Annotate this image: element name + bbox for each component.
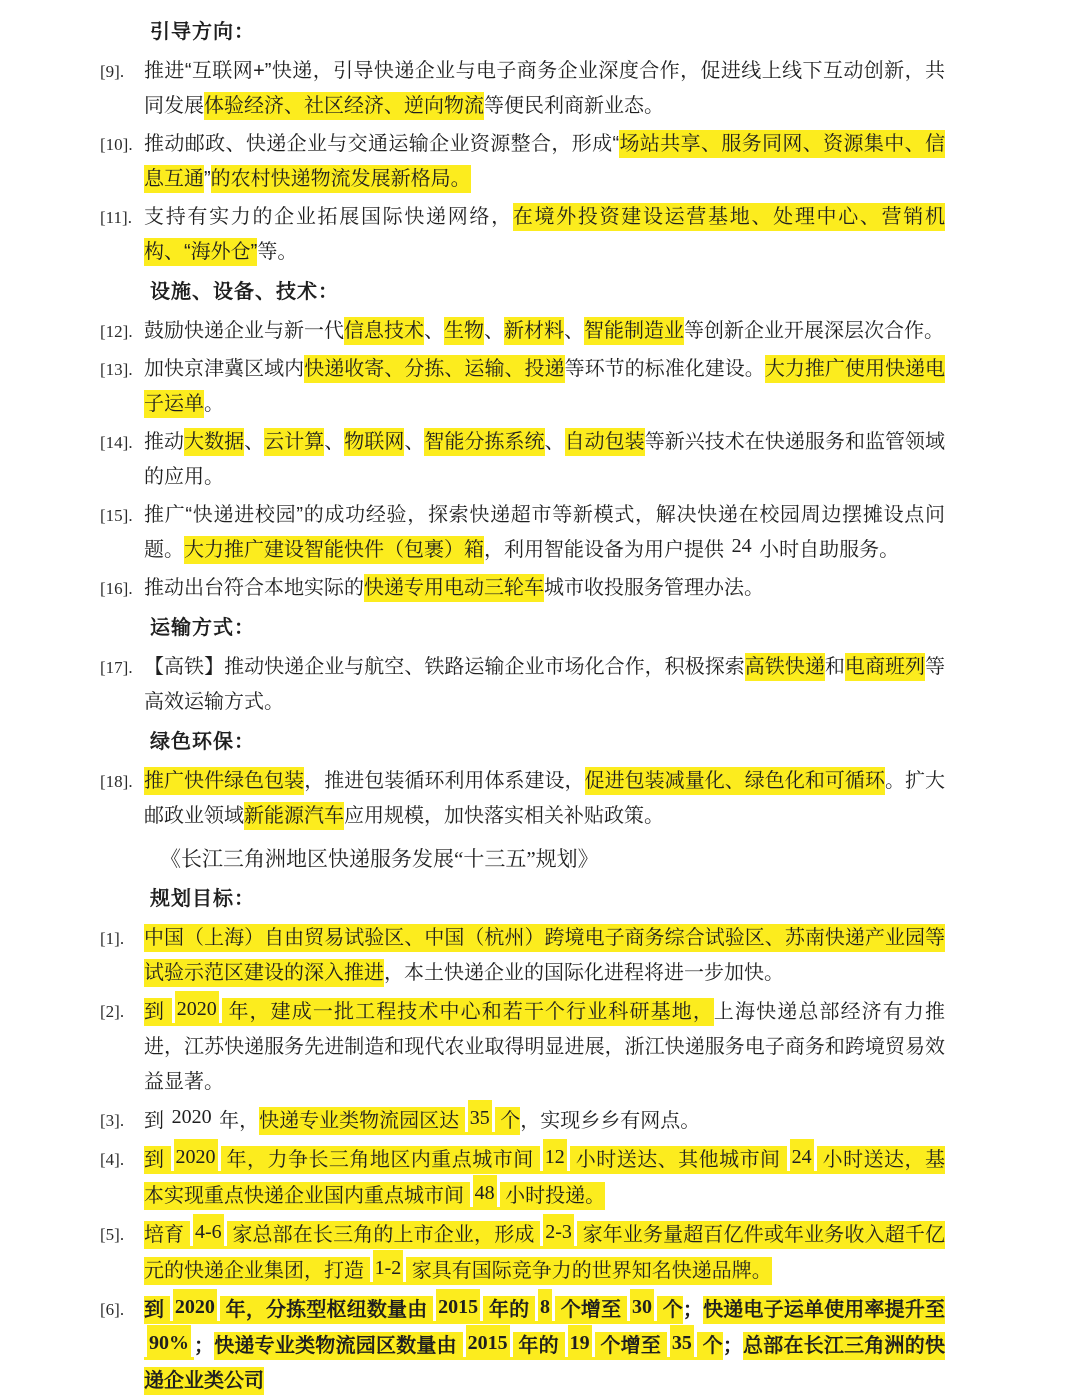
item-text: [144, 571, 945, 606]
plain-text: 推广“快递进校园”的成功经验，探索快递超市等新模式，解决快递在校园周边摆摊设点问题。: [144, 504, 945, 561]
plain-text: 鼓励快递企业与新一代: [144, 320, 344, 342]
item-number: [18].: [100, 772, 133, 791]
item-text: [144, 127, 945, 197]
highlighted-text: 总部在长江三角洲的快递企业类公司: [144, 1332, 945, 1395]
plain-text: 、: [324, 431, 345, 453]
section-heading: 绿色环保：: [150, 731, 255, 753]
plain-text: 等。: [257, 241, 298, 263]
plain-text: 加快京津冀区域内: [144, 358, 305, 380]
document-body: [100, 15, 945, 1399]
list-item: [100, 1217, 945, 1289]
list-item: [100, 200, 945, 270]
list-item: [100, 1292, 945, 1399]
list-item: [100, 425, 945, 495]
highlighted-text: 到 2020 年，建成一批工程技术中心和若干个行业科研基地，: [144, 998, 714, 1026]
item-number: [4].: [100, 1150, 125, 1169]
highlighted-text: 信息技术: [344, 317, 424, 345]
item-number: [5].: [100, 1225, 125, 1244]
item-text: [144, 1217, 945, 1289]
plain-text: ；: [682, 1299, 703, 1321]
item-text: [144, 1103, 945, 1139]
list-item: [100, 994, 945, 1100]
highlighted-text: 高铁快递: [745, 653, 825, 681]
item-number: [17].: [100, 658, 133, 677]
list-item: [100, 352, 945, 422]
item-number: [11].: [100, 208, 132, 227]
highlighted-text: 生物: [444, 317, 484, 345]
item-text: [144, 200, 945, 270]
plain-text: ，本土快递企业的国际化进程将进一步加快。: [384, 962, 784, 984]
list-item: [100, 1103, 945, 1139]
latin-number: 2020: [172, 991, 222, 1023]
item-text: [144, 994, 945, 1100]
latin-number: 4-6: [190, 1214, 227, 1246]
highlighted-text: 新能源汽车: [244, 802, 344, 830]
item-text: [144, 352, 945, 422]
plain-text: ；: [722, 1335, 743, 1357]
highlighted-text: 电商班列: [845, 653, 925, 681]
list-item: [100, 314, 945, 349]
highlighted-text: 物联网: [344, 428, 404, 456]
plain-text: 和: [824, 656, 845, 678]
plain-text: 、: [424, 320, 444, 342]
plain-text: 等环节的标准化建设。: [564, 358, 765, 380]
plain-text: 、: [564, 320, 584, 342]
item-text: [144, 314, 945, 349]
list-item: [100, 571, 945, 606]
plain-text: 。扩大邮政业领域: [144, 770, 946, 827]
plain-text: 城市收投服务管理办法。: [544, 577, 764, 599]
latin-number: 2020: [171, 1139, 221, 1171]
latin-number: 1-2: [370, 1250, 407, 1282]
highlighted-text: 快递收寄、分拣、运输、投递: [304, 355, 564, 383]
plain-text: 。: [204, 393, 224, 415]
latin-number: 35: [667, 1325, 697, 1357]
plain-text: 、: [484, 320, 504, 342]
highlighted-text: 大力推广建设智能快件（包裹）箱: [184, 536, 484, 564]
plain-text: 支持有实力的企业拓展国际快递网络，: [144, 206, 513, 228]
item-number: [16].: [100, 579, 133, 598]
latin-number: 2-3: [540, 1214, 577, 1246]
item-number: [13].: [100, 360, 133, 379]
list-item: [100, 650, 945, 720]
highlighted-text: 智能制造业: [584, 317, 684, 345]
plain-text: 推动邮政、快递企业与交通运输企业资源整合，形成“: [144, 133, 620, 155]
highlighted-text: 场站共享、服务同网、资源集中、信息互通: [144, 130, 945, 193]
plain-text: 推进“互联网+”快递，引导快递企业与电子商务企业深度合作，促进线上线下互动创新，共同发展: [144, 60, 945, 117]
highlighted-text: 快递专业类物流园区达 35 个: [259, 1107, 520, 1135]
plain-text: ；: [194, 1335, 214, 1357]
highlighted-text: 培育 4-6 家总部在长三角的上市企业，形成 2-3 家年业务量超百亿件或年业务收入超千亿元的快递企业集团，打造 1-2 家具有国际竞争力的世界知名快递品牌。: [144, 1221, 945, 1285]
item-text: [144, 1142, 945, 1214]
plain-text: 等便民利商新业态。: [484, 95, 664, 117]
highlighted-text: 快递专用电动三轮车: [364, 574, 544, 602]
highlighted-text: 中国（上海）自由贸易试验区、中国（杭州）跨境电子商务综合试验区、苏南快递产业园等试验示范区建设的深入推进: [144, 924, 945, 987]
item-number: [2].: [100, 1002, 125, 1021]
highlighted-text: 大数据: [184, 428, 244, 456]
document-title: 《长江三角洲地区快递服务发展“十三五”规划》: [160, 847, 599, 871]
plain-text: 等创新企业开展深层次合作。: [684, 320, 944, 342]
latin-number: 8: [535, 1289, 555, 1321]
item-text: [144, 54, 945, 124]
highlighted-text: 自动包装: [565, 428, 645, 456]
plain-text: 等高效运输方式。: [144, 656, 946, 713]
plain-text: 推动出台符合本地实际的: [144, 577, 364, 599]
item-text: [144, 1292, 945, 1399]
latin-number: 90%: [144, 1325, 194, 1357]
section-heading: 运输方式：: [150, 617, 255, 639]
highlighted-text: 推广快件绿色包装: [144, 767, 304, 795]
plain-text: 推动: [144, 431, 185, 453]
highlighted-text: 快递电子运单使用率提升至 90%: [144, 1296, 945, 1360]
latin-number: 2015: [463, 1325, 513, 1357]
section-heading: 规划目标：: [150, 888, 255, 910]
item-number: [15].: [100, 506, 133, 525]
item-number: [3].: [100, 1111, 125, 1130]
plain-text: 到 2020 年，: [144, 1106, 260, 1132]
item-number: [10].: [100, 135, 133, 154]
highlighted-text: 快递专业类物流园区数量由 2015 年的 19 个增至 35 个: [214, 1332, 723, 1360]
highlighted-text: 智能分拣系统: [424, 428, 544, 456]
list-item: [100, 54, 945, 124]
item-number: [6].: [100, 1300, 125, 1319]
latin-number: 2020: [171, 1106, 212, 1128]
highlighted-text: 的农村快递物流发展新格局。: [211, 165, 471, 193]
highlighted-text: 新材料: [504, 317, 564, 345]
item-text: [144, 650, 945, 720]
latin-number: 30: [627, 1289, 657, 1321]
plain-text: 、: [244, 431, 265, 453]
list-item: [100, 921, 945, 991]
list-item: [100, 498, 945, 568]
plain-text: 、: [544, 431, 565, 453]
plain-text: 、: [404, 431, 425, 453]
item-text: [144, 425, 945, 495]
highlighted-text: 促进包装减量化、绿色化和可循环: [585, 767, 885, 795]
item-text: [144, 498, 945, 568]
list-item: [100, 1142, 945, 1214]
item-number: [9].: [100, 62, 125, 81]
list-item: [100, 764, 945, 834]
highlighted-text: 到 2020 年，分拣型枢纽数量由 2015 年的 8 个增至 30 个: [144, 1296, 683, 1324]
list-item: [100, 127, 945, 197]
latin-number: 24: [787, 1139, 817, 1171]
highlighted-text: 到 2020 年，力争长三角地区内重点城市间 12 小时送达、其他城市间 24 小时送达，基本实现重点快递企业国内重点城市间 48 小时投递。: [144, 1146, 945, 1210]
plain-text: 等新兴技术在快递服务和监管领域的应用。: [144, 431, 946, 488]
latin-number: 48: [470, 1175, 500, 1207]
plain-text: ，实现乡乡有网点。: [520, 1110, 701, 1132]
latin-number: 35: [465, 1100, 495, 1132]
highlighted-text: 云计算: [264, 428, 324, 456]
latin-number: 24: [731, 535, 752, 557]
section-heading: 设施、设备、技术：: [150, 281, 339, 303]
item-text: [144, 764, 945, 834]
latin-number: 2020: [170, 1289, 220, 1321]
item-number: [14].: [100, 433, 133, 452]
item-number: [1].: [100, 929, 125, 948]
plain-text: 应用规模，加快落实相关补贴政策。: [344, 805, 664, 827]
highlighted-text: 在境外投资建设运营基地、处理中心、营销机构、“海外仓”: [144, 203, 945, 266]
plain-text: 上海快递总部经济有力推进，江苏快递服务先进制造和现代农业取得明显进展，浙江快递服务电子商务和跨境贸易效益显著。: [144, 1001, 945, 1093]
item-text: [144, 921, 945, 991]
latin-number: 2015: [433, 1289, 483, 1321]
latin-number: 12: [540, 1139, 570, 1171]
plain-text: ，利用智能设备为用户提供 24 小时自助服务。: [484, 535, 900, 561]
plain-text: ，推进包装循环利用体系建设，: [304, 770, 585, 792]
item-number: [12].: [100, 322, 133, 341]
latin-number: 19: [565, 1325, 595, 1357]
highlighted-text: 大力推广使用快递电子运单: [144, 355, 945, 418]
plain-text: ”: [204, 168, 211, 190]
plain-text: 【高铁】推动快递企业与航空、铁路运输企业市场化合作，积极探索: [144, 656, 745, 678]
section-heading: 引导方向：: [150, 21, 255, 43]
highlighted-text: 体验经济、社区经济、逆向物流: [204, 92, 484, 120]
